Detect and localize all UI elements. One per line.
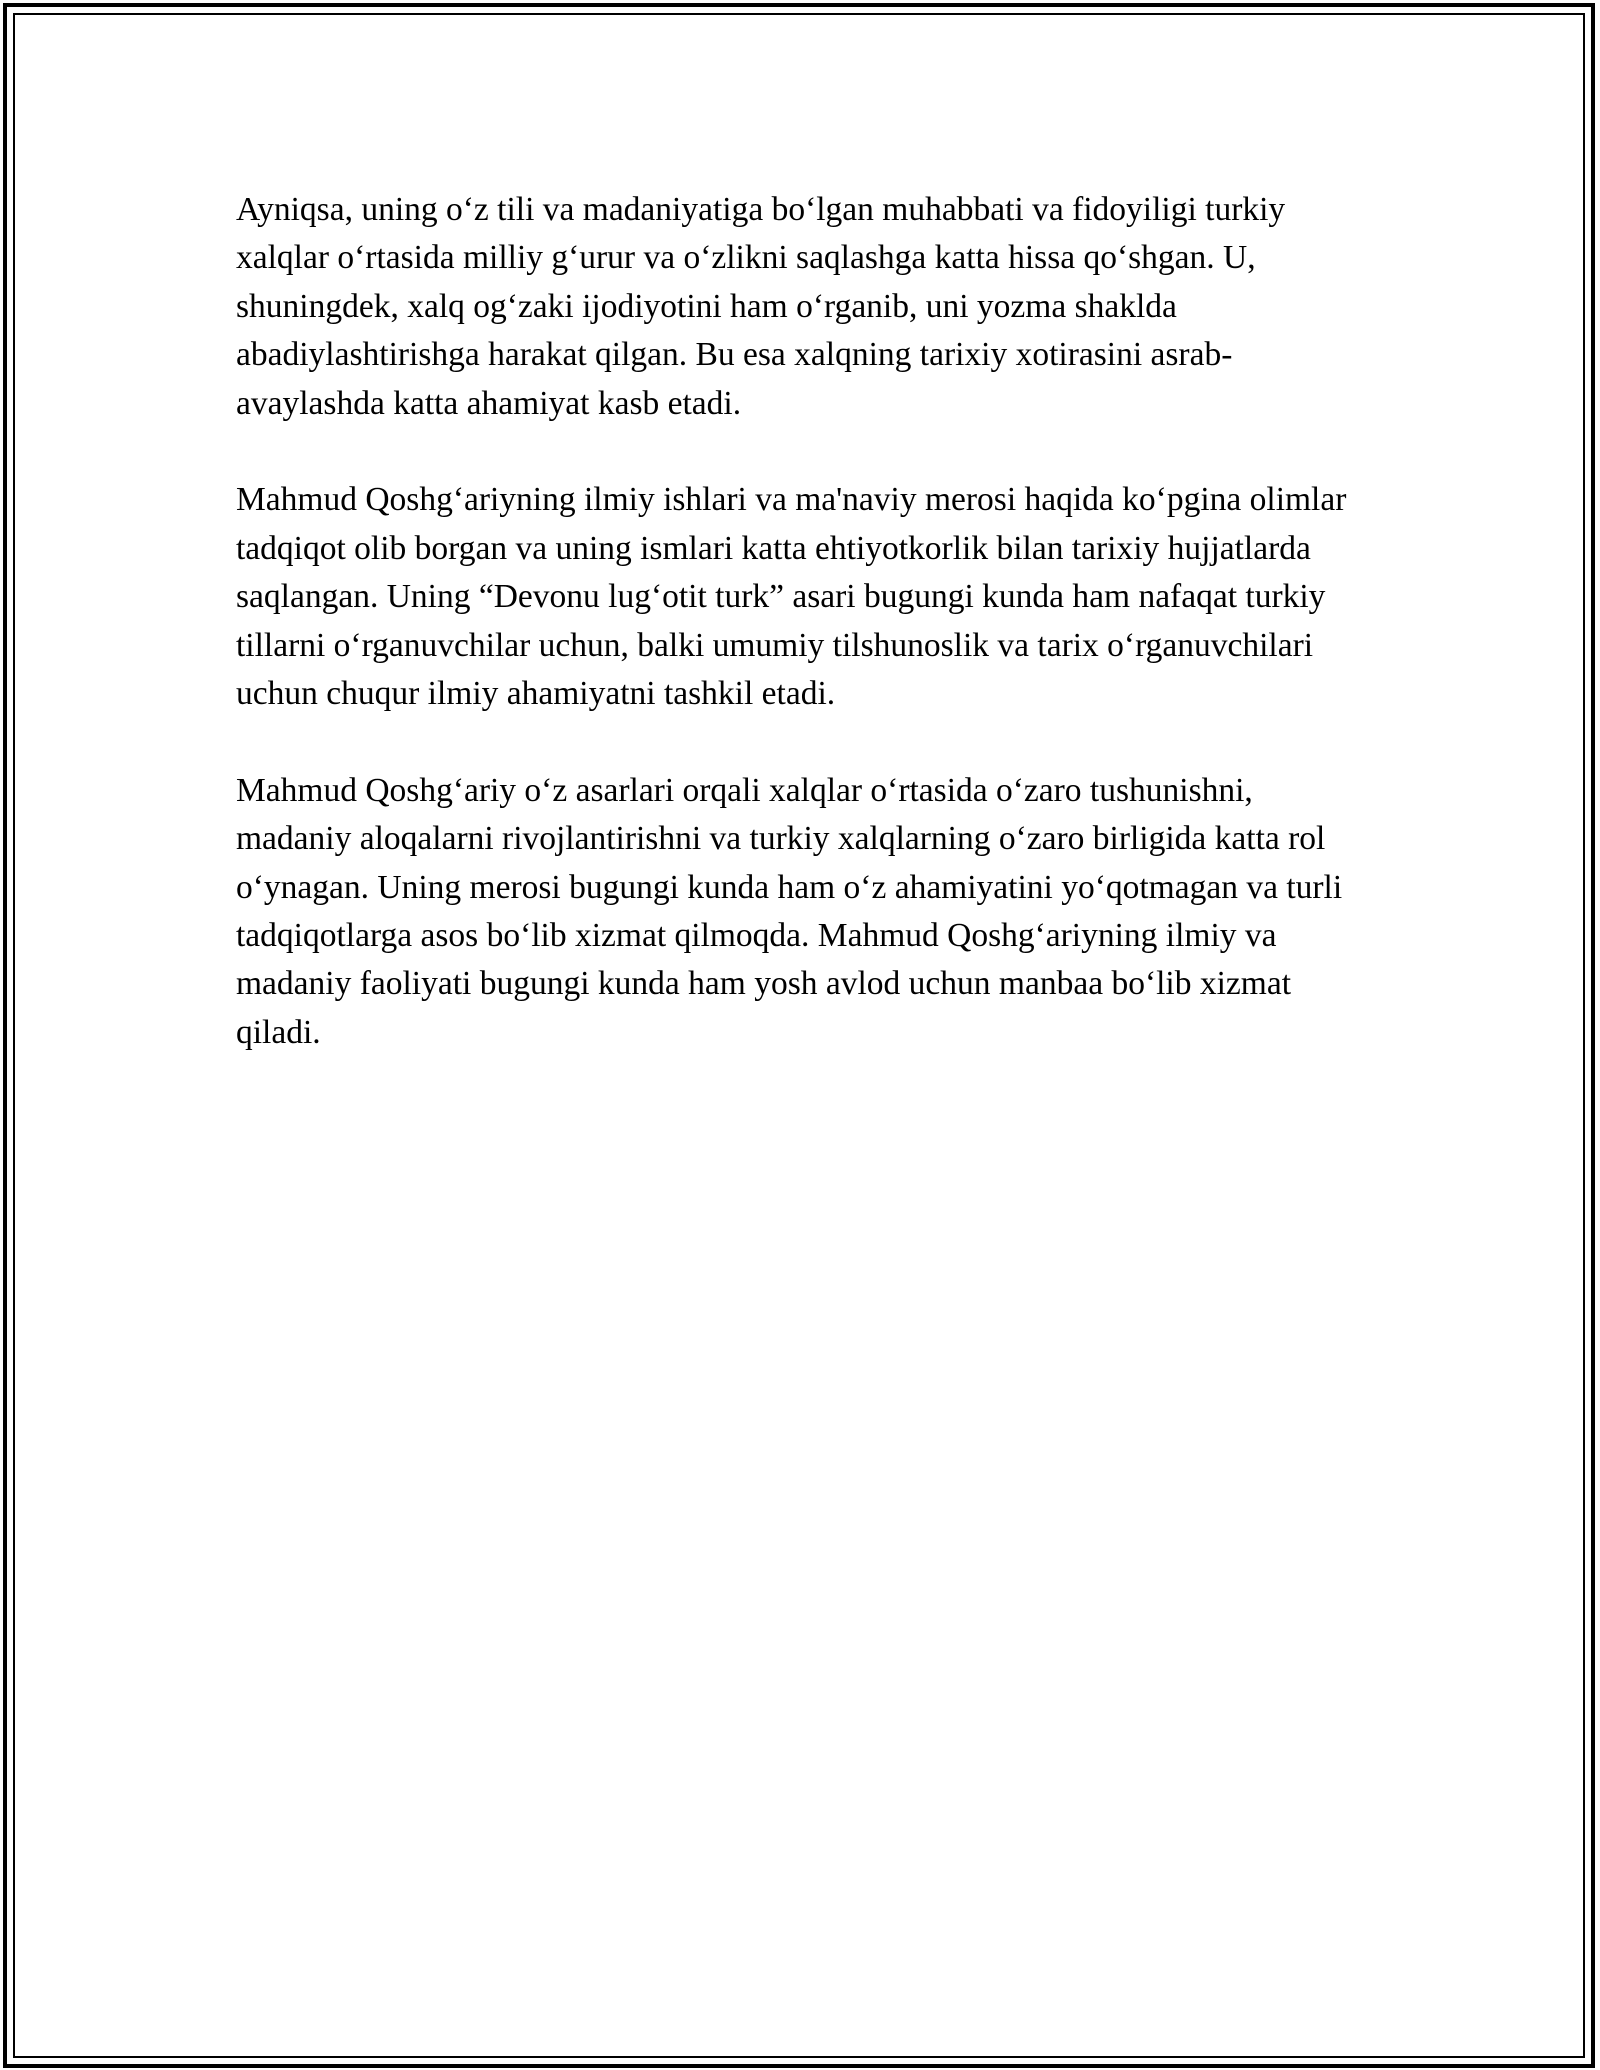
paragraph-2: Mahmud Qoshg‘ariyning ilmiy ishlari va ma'naviy merosi haqida ko‘pgina olimlar tadqiqot olib borgan va uning ismlari katta ehtiyotkorlik bilan tarixiy hujjatlarda saqlangan. Uning “Devonu lug‘otit turk” asari bugungi kunda ham nafaqat turkiy tillarni o‘rganuvchilar uchun, balki umumiy tilshunoslik va tarix o‘rganuvchilari uchun chuqur ilmiy ahamiyatni tashkil etadi. (236, 481, 1347, 713)
document-body (236, 186, 1376, 1057)
paragraph-1: Ayniqsa, uning o‘z tili va madaniyatiga bo‘lgan muhabbati va fidoyiligi turkiy xalqlar o‘rtasida milliy g‘urur va o‘zlikni saqlashga katta hissa qo‘shgan. U, shuningdek, xalq og‘zaki ijodiyotini ham o‘rganib, uni yozma shaklda abadiylashtirishga harakat qilgan. Bu esa xalqning tarixiy xotirasini asrab-avaylashda katta ahamiyat kasb etadi. (236, 191, 1286, 422)
paragraph-3: Mahmud Qoshg‘ariy o‘z asarlari orqali xalqlar o‘rtasida o‘zaro tushunishni, madaniy aloqalarni rivojlantirishni va turkiy xalqlarning o‘zaro birligida katta rol o‘ynagan. Uning merosi bugungi kunda ham o‘z ahamiyatini yo‘qotmagan va turli tadqiqotlarga asos bo‘lib xizmat qilmoqda. Mahmud Qoshg‘ariyning ilmiy va madaniy faoliyati bugungi kunda ham yosh avlod uchun manbaa bo‘lib xizmat qiladi. (236, 771, 1343, 1051)
